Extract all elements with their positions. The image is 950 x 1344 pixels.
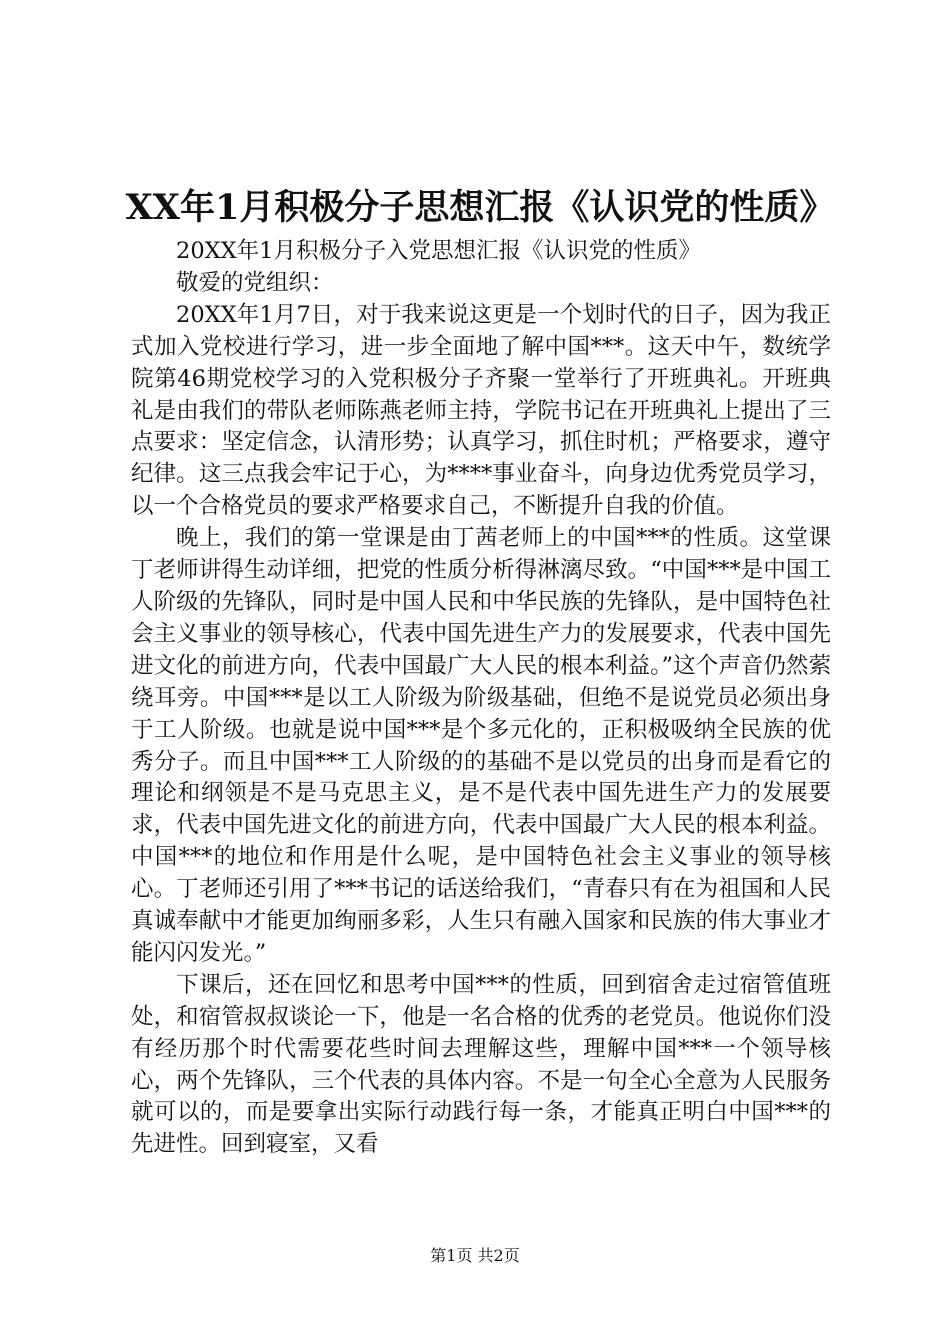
- paragraph-subtitle: 20XX年1月积极分子入党思想汇报《认识党的性质》: [176, 238, 701, 264]
- paragraph-salutation: 敬爱的党组织：: [176, 269, 334, 296]
- document-body: [131, 236, 831, 1161]
- paragraph-party-school: 20XX年1月7日，对于我来说这更是一个划时代的日子，因为我正式加入党校进行学习，进一步全面地了解中国***。这天中午，数统学院第46期党校学习的入党积极分子齐聚一堂举行了开班典礼。开班典礼是由我们的带队老师陈燕老师主持，学院书记在开班典礼上提出了三点要求：坚定信念，认清形势；认真学习，抓住时机；严格要求，遵守纪律。这三点我会牢记于心，为****事业奋斗，向身边优秀党员学习，以一个合格党员的要求严格要求自己，不断提升自我的价值。: [131, 301, 831, 520]
- paragraph-after-class: 下课后，还在回忆和思考中国***的性质，回到宿舍走过宿管值班处，和宿管叔叔谈论一下，他是一名合格的优秀的老党员。他说你们没有经历那个时代需要花些时间去理解这些，理解中国***一个领导核心，两个先锋队，三个代表的具体内容。不是一句全心全意为人民服务就可以的，而是要拿出实际行动践行每一条，才能真正明白中国***的先进性。回到寝室，又看: [131, 971, 831, 1158]
- page-footer: 第1页 共2页: [430, 1246, 520, 1265]
- paragraph-first-lecture: 晚上，我们的第一堂课是由丁茜老师上的中国***的性质。这堂课丁老师讲得生动详细，把党的性质分析得淋漓尽致。“中国***是中国工人阶级的先锋队，同时是中国人民和中华民族的先锋队，是中国特色社会主义事业的领导核心，代表中国先进生产力的发展要求，代表中国先进文化的前进方向，代表中国最广大人民的根本利益。”这个声音仍然萦绕耳旁。中国***是以工人阶级为阶级基础，但绝不是说党员必须出身于工人阶级。也就是说中国***是个多元化的，正积极吸纳全民族的优秀分子。而且中国***工人阶级的的基础不是以党员的出身而是看它的理论和纲领是不是马克思主义，是不是代表中国先进生产力的发展要求，代表中国先进文化的前进方向，代表中国最广大人民的根本利益。中国***的地位和作用是什么呢，是中国特色社会主义事业的领导核心。丁老师还引用了***书记的话送给我们，“青春只有在为祖国和人民真诚奉献中才能更加绚丽多彩，人生只有融入国家和民族的伟大事业才能闪闪发光。”: [131, 525, 831, 966]
- document-title: XX年1月积极分子思想汇报《认识党的性质》: [125, 187, 835, 228]
